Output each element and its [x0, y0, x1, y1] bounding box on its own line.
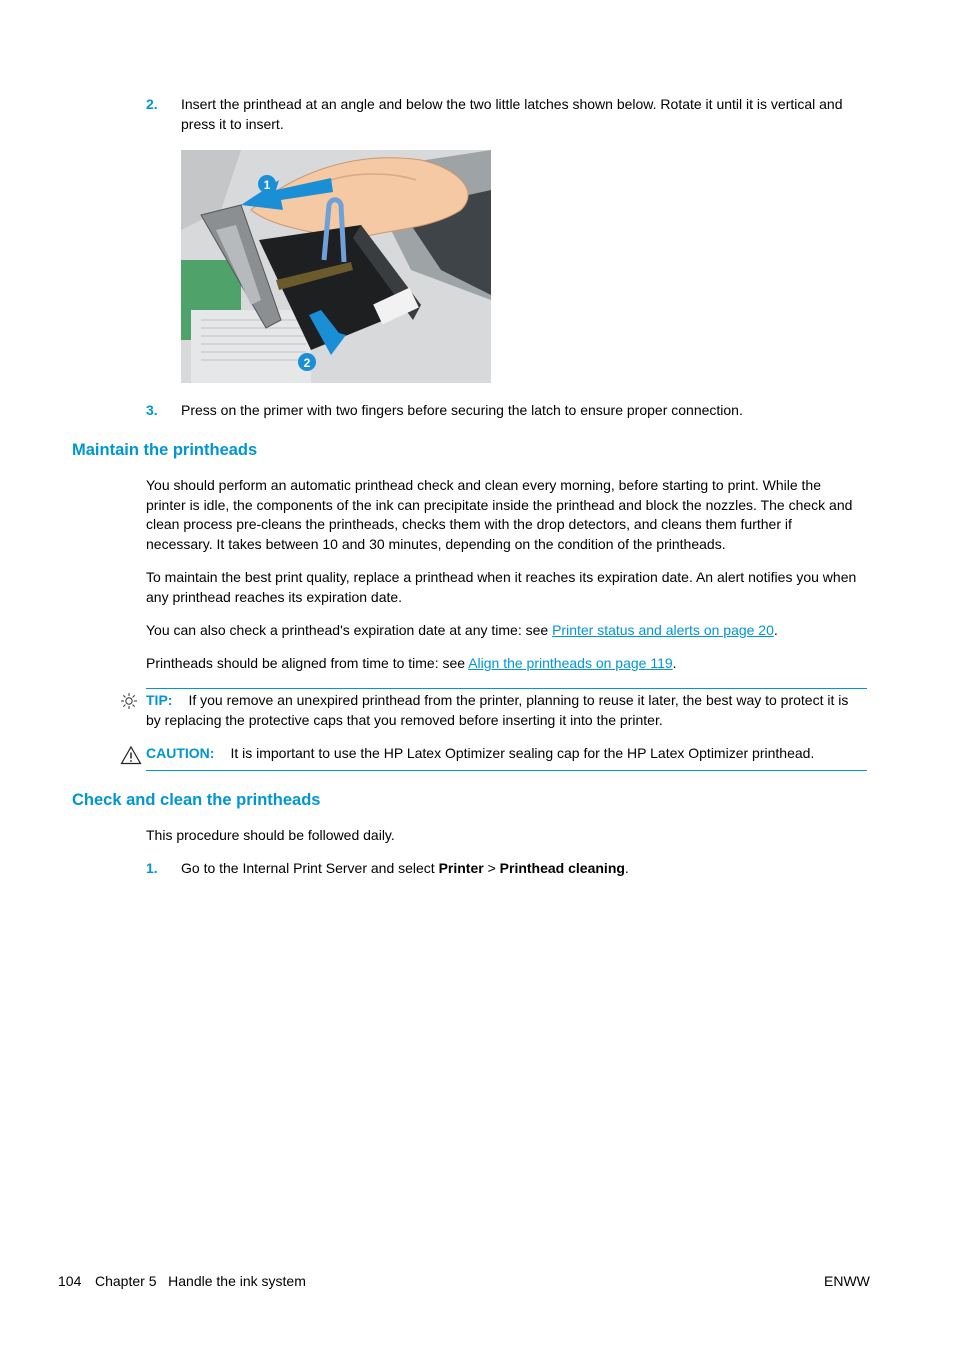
lightbulb-icon — [120, 692, 138, 710]
tip-text: If you remove an unexpired printhead from the printer, planning to reuse it later, the best way to protect it is by replacing the protective caps that you removed before inserting it into the printer. — [146, 692, 849, 728]
caution-text: It is important to use the HP Latex Optimizer sealing cap for the HP Latex Optimizer printhead. — [230, 745, 815, 761]
caution-label: CAUTION: — [146, 745, 215, 761]
body-paragraph: This procedure should be followed daily. — [146, 827, 395, 843]
menu-printhead-cleaning: Printhead cleaning — [499, 860, 625, 876]
printer-status-alerts-link[interactable]: Printer status and alerts on page 20 — [552, 622, 774, 638]
step-text-part: . — [624, 860, 629, 876]
paragraph-text: . — [773, 622, 778, 638]
section-heading: Check and clean the printheads — [72, 791, 321, 809]
body-paragraph: You should perform an automatic printhead check and clean every morning, before starting to print. While the printer is idle, the components of the ink can precipitate inside the printhead and block the nozzles. The check and clean process pre-cleans the printheads, checks them with the drop detectors, and cleans them further if necessary. It takes between 10 and 30 minutes, depending on the condition of the printheads. — [146, 477, 853, 552]
body-paragraph — [146, 621, 858, 641]
paragraph-text: You can also check a printhead's expiration date at any time: see — [146, 622, 553, 638]
body-paragraph — [146, 654, 858, 674]
page-number: 104 — [58, 1273, 82, 1289]
step-text: Press on the primer with two fingers before securing the latch to ensure proper connection. — [181, 402, 743, 418]
section-heading: Maintain the printheads — [72, 441, 258, 459]
step-text — [181, 859, 871, 879]
step-number: 2. — [146, 96, 158, 112]
callout-1: 1 — [263, 178, 271, 192]
step-number: 1. — [146, 860, 158, 876]
footer-locale: ENWW — [824, 1273, 870, 1289]
paragraph-text: Printheads should be aligned from time to time: see — [146, 655, 469, 671]
body-paragraph: To maintain the best print quality, replace a printhead when it reaches its expiration date. An alert notifies you when any printhead reaches its expiration date. — [146, 569, 857, 605]
tip-note — [146, 691, 858, 730]
step-text: Insert the printhead at an angle and below the two little latches shown below. Rotate it until it is vertical and press it to insert. — [181, 96, 843, 132]
tip-top-rule — [146, 688, 867, 689]
step-text-part: Go to the Internal Print Server and select — [181, 860, 439, 876]
printhead-insertion-illustration — [181, 150, 491, 383]
warning-triangle-icon — [120, 745, 142, 765]
paragraph-text: . — [672, 655, 677, 671]
tip-label: TIP: — [146, 692, 173, 708]
callout-2: 2 — [303, 356, 311, 370]
chapter-title: Chapter 5 Handle the ink system — [95, 1273, 306, 1289]
caution-bottom-rule — [146, 770, 867, 771]
menu-separator: > — [483, 860, 500, 876]
menu-printer: Printer — [438, 860, 484, 876]
caution-note — [146, 744, 867, 764]
align-printheads-link[interactable]: Align the printheads on page 119 — [468, 655, 673, 671]
step-number: 3. — [146, 402, 158, 418]
